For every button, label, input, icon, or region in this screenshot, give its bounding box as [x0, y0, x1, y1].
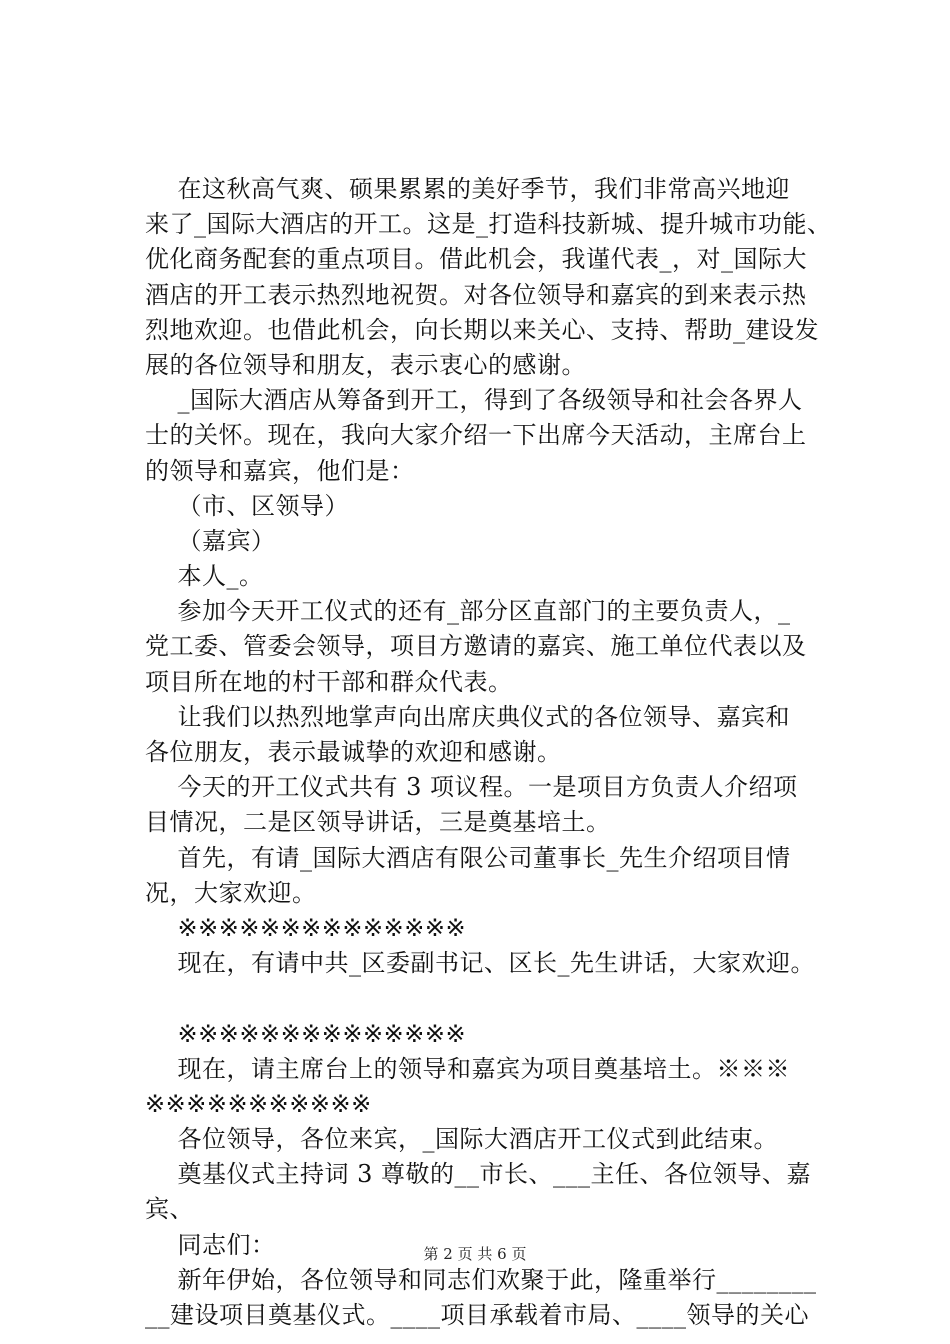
text-line: 现在，有请中共_区委副书记、区长_先生讲话，大家欢迎。: [145, 949, 816, 978]
text-line: __建设项目奠基仪式。____项目承载着市局、____领导的关心: [145, 1301, 809, 1329]
text-line: 士的关怀。现在，我向大家介绍一下出席今天活动，主席台上: [145, 421, 807, 450]
text-line: 况，大家欢迎。: [145, 878, 317, 907]
text-line: 项目所在地的村干部和群众代表。: [145, 667, 513, 696]
text-line: 各位朋友，表示最诚挚的欢迎和感谢。: [145, 738, 562, 766]
text-line: 今天的开工仪式共有 3 项议程。一是项目方负责人介绍项: [145, 773, 798, 802]
document-body: [145, 172, 845, 1333]
text-line: 来了_国际大酒店的开工。这是_打造科技新城、提升城市功能、: [145, 210, 832, 239]
text-line: 本人_。: [145, 562, 264, 591]
page-footer: [0, 1243, 950, 1264]
text-line: 参加今天开工仪式的还有_部分区直部门的主要负责人，_: [145, 597, 791, 626]
text-line: 宾、: [145, 1195, 194, 1224]
text-line: 优化商务配套的重点项目。借此机会，我谨代表_，对_国际大: [145, 245, 807, 274]
page-number-label: 第 2 页 共 6 页: [423, 1245, 527, 1263]
text-line: 展的各位领导和朋友，表示衷心的感谢。: [145, 350, 586, 379]
text-line: 各位领导，各位来宾，_国际大酒店开工仪式到此结束。: [145, 1125, 779, 1154]
blank-line: [145, 981, 845, 1016]
text-line: ※※※※※※※※※※※: [145, 1089, 372, 1118]
text-line: 烈地欢迎。也借此机会，向长期以来关心、支持、帮助_建设发: [145, 315, 819, 344]
text-line: 现在，请主席台上的领导和嘉宾为项目奠基培土。※※※: [145, 1054, 791, 1083]
text-line: _国际大酒店从筹备到开工，得到了各级领导和社会各界人: [145, 386, 803, 415]
text-line: （市、区领导）: [145, 491, 350, 520]
text-line: ※※※※※※※※※※※※※※: [145, 1019, 467, 1048]
text-line: 首先，有请_国际大酒店有限公司董事长_先生介绍项目情: [145, 843, 791, 872]
text-line: 奠基仪式主持词 3 尊敬的__市长、___主任、各位领导、嘉: [145, 1160, 812, 1189]
text-line: （嘉宾）: [145, 526, 276, 555]
text-line: 同志们：: [145, 1230, 276, 1259]
text-line: 让我们以热烈地掌声向出席庆典仪式的各位领导、嘉宾和: [145, 702, 791, 731]
text-line: 酒店的开工表示热烈地祝贺。对各位领导和嘉宾的到来表示热: [145, 280, 807, 309]
text-line: 的领导和嘉宾，他们是：: [145, 456, 415, 485]
text-line: 目情况，二是区领导讲话，三是奠基培土。: [145, 808, 611, 837]
text-line: ※※※※※※※※※※※※※※: [145, 913, 467, 942]
text-line: 党工委、管委会领导，项目方邀请的嘉宾、施工单位代表以及: [145, 632, 807, 661]
text-line: 新年伊始，各位领导和同志们欢聚于此，隆重举行________: [145, 1265, 817, 1294]
text-line: 在这秋高气爽、硕果累累的美好季节，我们非常高兴地迎: [145, 175, 791, 203]
